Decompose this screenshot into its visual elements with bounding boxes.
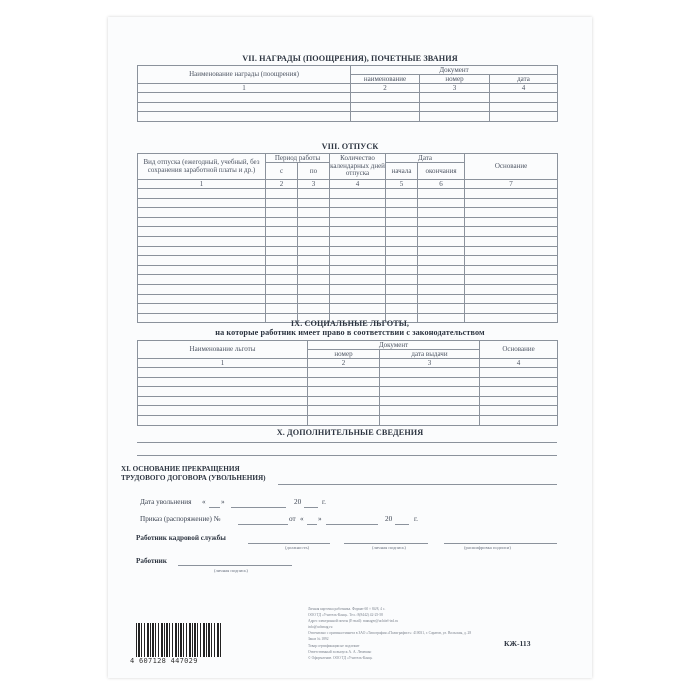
benefits-col-name: Наименование льготы — [138, 341, 308, 359]
hr-label: Работник кадровой службы — [136, 534, 226, 542]
barcode-digits: 4 607128 447029 — [130, 657, 198, 665]
awards-num-2: 2 — [351, 84, 420, 93]
table-row[interactable] — [138, 304, 558, 314]
dismissal-year-suffix: г. — [322, 498, 326, 506]
awards-num-4: 4 — [490, 84, 558, 93]
dismissal-date-label: Дата увольнения — [140, 498, 192, 506]
vacation-col-days: Количество календарных дней отпуска — [330, 154, 386, 180]
benefits-table — [137, 340, 558, 426]
imprint-line: Заказ № 1892 — [308, 637, 329, 642]
table-row[interactable] — [138, 198, 558, 208]
order-year-prefix: 20 — [385, 515, 393, 523]
imprint-line: Отпечатано с оригинал-макета в ЗАО «Типография «Полиграфист»: 410031, г. Саратов, ул. Вольская, д. 28 — [308, 631, 472, 636]
imprint-block — [308, 606, 478, 661]
benefits-num-1: 1 — [138, 359, 308, 368]
table-row[interactable] — [138, 368, 558, 378]
table-row[interactable] — [138, 377, 558, 387]
table-row[interactable] — [138, 415, 558, 425]
additional-line-1[interactable] — [137, 442, 557, 443]
table-row[interactable] — [138, 265, 558, 275]
hr-signature-hint: (личная подпись) — [372, 545, 406, 550]
imprint-line: © Оформление. ООО ТД «Учитель-Канц» — [308, 655, 373, 660]
hr-position-hint: (должность) — [285, 545, 310, 550]
imprint-line: Ответственный за выпуск А. А. Лемешко — [308, 649, 372, 654]
table-row[interactable] — [138, 396, 558, 406]
hr-signature-field[interactable] — [344, 543, 428, 544]
additional-title: X. ДОПОЛНИТЕЛЬНЫЕ СВЕДЕНИЯ — [276, 428, 424, 437]
vacation-title: VIII. ОТПУСК — [321, 142, 379, 151]
termination-title-line1: XI. ОСНОВАНИЕ ПРЕКРАЩЕНИЯ — [121, 465, 240, 473]
table-row[interactable] — [138, 406, 558, 416]
vacation-num-5: 5 — [386, 180, 418, 189]
imprint-line: Товар сертификации не подлежит — [308, 643, 360, 648]
termination-title-line2: ТРУДОВОГО ДОГОВОРА (УВОЛЬНЕНИЯ) — [121, 474, 266, 482]
awards-num-1: 1 — [138, 84, 351, 93]
benefits-subtitle: на которые работник имеет право в соответствии с законодательством — [215, 328, 485, 337]
table-row[interactable] — [138, 294, 558, 304]
hr-decoding-hint: (расшифровка подписи) — [464, 545, 511, 550]
table-row[interactable] — [138, 112, 558, 122]
vacation-col-basis: Основание — [465, 154, 558, 180]
vacation-num-7: 7 — [465, 180, 558, 189]
vacation-num-2: 2 — [266, 180, 298, 189]
awards-table — [137, 65, 558, 122]
barcode-image — [136, 623, 222, 657]
form-page — [108, 17, 592, 678]
awards-col-doc-name: наименование — [351, 75, 420, 84]
order-year-suffix: г. — [414, 515, 418, 523]
order-day-field[interactable] — [307, 524, 317, 525]
table-row[interactable] — [138, 208, 558, 218]
table-row[interactable] — [138, 93, 558, 103]
benefits-num-3: 3 — [380, 359, 480, 368]
benefits-col-basis: Основание — [480, 341, 558, 359]
table-row[interactable] — [138, 284, 558, 294]
employee-signature-hint: (личная подпись) — [214, 568, 248, 573]
table-row[interactable] — [138, 275, 558, 285]
vacation-col-type: Вид отпуска (ежегодный, учебный, без сохранения заработной платы и др.) — [138, 154, 266, 180]
order-number-field[interactable] — [238, 524, 288, 525]
vacation-num-4: 4 — [330, 180, 386, 189]
hr-position-field[interactable] — [248, 543, 330, 544]
table-row[interactable] — [138, 102, 558, 112]
table-row[interactable] — [138, 387, 558, 397]
benefits-title: IX. СОЦИАЛЬНЫЕ ЛЬГОТЫ, — [290, 319, 410, 328]
awards-col-doc-number: номер — [420, 75, 490, 84]
dismissal-year-prefix: 20 — [294, 498, 302, 506]
awards-col-doc-date: дата — [490, 75, 558, 84]
benefits-col-issue-date: дата выдачи — [380, 350, 480, 359]
imprint-line: ООО ТД «Учитель-Канц». Тел.: 8(8442) 42-25-58 — [308, 613, 383, 618]
benefits-num-2: 2 — [308, 359, 380, 368]
additional-line-2[interactable] — [137, 455, 557, 456]
vacation-col-period: Период работы — [266, 154, 330, 163]
imprint-line: Личная карточка работника. Формат 60 × 84/8, 4 с. — [308, 607, 386, 611]
vacation-num-1: 1 — [138, 180, 266, 189]
order-quote-open: « — [300, 515, 304, 523]
vacation-col-from: с — [266, 163, 298, 180]
employee-signature-field[interactable] — [178, 565, 292, 566]
order-label: Приказ (распоряжение) № — [140, 515, 221, 523]
dismissal-year-field[interactable] — [304, 507, 318, 508]
order-quote-close: » — [318, 515, 322, 523]
benefits-col-document: Документ — [308, 341, 480, 350]
table-row[interactable] — [138, 256, 558, 266]
vacation-col-to: по — [298, 163, 330, 180]
dismissal-day-field[interactable] — [209, 507, 220, 508]
vacation-col-date: Дата — [386, 154, 465, 163]
awards-title: VII. НАГРАДЫ (ПООЩРЕНИЯ), ПОЧЕТНЫЕ ЗВАНИЯ — [242, 54, 458, 63]
vacation-num-6: 6 — [418, 180, 465, 189]
imprint-line: Адрес электронной почты (E-mail): manager@uchitel-izd.ru — [308, 619, 398, 624]
imprint-line: info@uchmag.ru — [308, 625, 333, 630]
table-row[interactable] — [138, 189, 558, 199]
dismissal-quote-open: « — [202, 498, 206, 506]
table-row[interactable] — [138, 246, 558, 256]
table-row[interactable] — [138, 236, 558, 246]
benefits-col-number: номер — [308, 350, 380, 359]
table-row[interactable] — [138, 227, 558, 237]
employee-label: Работник — [136, 557, 167, 565]
vacation-col-end: окончания — [418, 163, 465, 180]
order-year-field[interactable] — [395, 524, 409, 525]
awards-num-3: 3 — [420, 84, 490, 93]
form-code: КЖ-113 — [504, 639, 531, 648]
vacation-col-start: начала — [386, 163, 418, 180]
hr-decoding-field[interactable] — [444, 543, 557, 544]
order-month-field[interactable] — [326, 524, 378, 525]
benefits-num-4: 4 — [480, 359, 558, 368]
vacation-num-3: 3 — [298, 180, 330, 189]
awards-col-document: Документ — [351, 66, 558, 75]
table-row[interactable] — [138, 217, 558, 227]
termination-reason-line[interactable] — [278, 484, 557, 485]
awards-col-name: Наименование награды (поощрения) — [138, 66, 351, 84]
vacation-table — [137, 153, 558, 323]
dismissal-month-field[interactable] — [231, 507, 286, 508]
order-from: от — [289, 515, 296, 523]
dismissal-quote-close: » — [221, 498, 225, 506]
